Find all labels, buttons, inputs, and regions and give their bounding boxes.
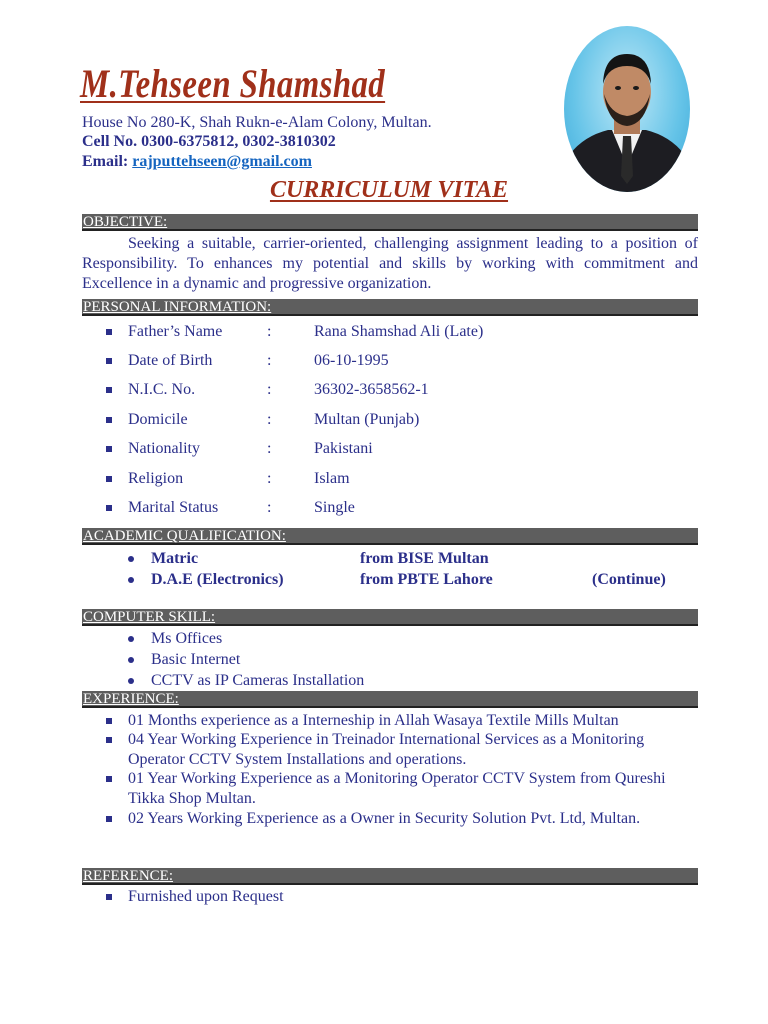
degree: Matric [151, 550, 199, 567]
email-link[interactable]: rajputtehseen@gmail.com [132, 153, 312, 170]
computer-skill-heading [82, 609, 698, 626]
institute: from PBTE Lahore [360, 571, 493, 588]
field-colon: : [267, 470, 272, 487]
reference-heading-text: REFERENCE: [83, 868, 174, 884]
field-label: Domicile [128, 411, 188, 428]
experience-heading-text: EXPERIENCE: [83, 691, 179, 707]
field-value: Islam [314, 470, 350, 487]
profile-photo [564, 26, 690, 192]
candidate-name: M.Tehseen Shamshad [80, 61, 386, 106]
cell-numbers: Cell No. 0300-6375812, 0302-3810302 [82, 133, 336, 150]
square-bullet-icon [106, 737, 112, 743]
square-bullet-icon [106, 816, 112, 822]
field-colon: : [267, 323, 272, 340]
square-bullet-icon [106, 446, 112, 452]
field-value: 36302-3658562-1 [314, 381, 429, 398]
field-value: Rana Shamshad Ali (Late) [314, 323, 484, 340]
square-bullet-icon [106, 718, 112, 724]
round-bullet-icon [128, 657, 134, 663]
academic-heading-text: ACADEMIC QUALIFICATION: [83, 528, 286, 544]
cv-title: CURRICULUM VITAE [269, 177, 509, 203]
field-value: 06-10-1995 [314, 352, 389, 369]
personal-info-heading-text: PERSONAL INFORMATION: [83, 299, 272, 315]
field-colon: : [267, 440, 272, 457]
square-bullet-icon [106, 894, 112, 900]
institute: from BISE Multan [360, 550, 489, 567]
skill-text: CCTV as IP Cameras Installation [151, 672, 365, 689]
status: (Continue) [592, 571, 666, 588]
email-label: Email: [82, 153, 129, 170]
experience-item [106, 730, 646, 770]
address: House No 280-K, Shah Rukn-e-Alam Colony, Multan. [82, 114, 432, 131]
round-bullet-icon [128, 556, 134, 562]
field-value: Multan (Punjab) [314, 411, 420, 428]
square-bullet-icon [106, 387, 112, 393]
round-bullet-icon [128, 678, 134, 684]
reference-text: Furnished upon Request [128, 888, 284, 905]
field-value: Single [314, 499, 355, 516]
square-bullet-icon [106, 776, 112, 782]
experience-heading [82, 691, 698, 708]
field-label: Date of Birth [128, 352, 213, 369]
degree: D.A.E (Electronics) [151, 571, 284, 588]
square-bullet-icon [106, 358, 112, 364]
objective-heading [82, 214, 698, 231]
experience-text: 01 Year Working Experience as a Monitoring Operator CCTV System from Qureshi Tikka Shop Multan. [128, 770, 666, 807]
field-label: Nationality [128, 440, 200, 457]
field-colon: : [267, 499, 272, 516]
personal-info-heading [82, 299, 698, 316]
skill-text: Ms Offices [151, 630, 223, 647]
field-label: Marital Status [128, 499, 219, 516]
field-colon: : [267, 411, 272, 428]
experience-item [106, 769, 696, 809]
experience-text: 01 Months experience as a Interneship in Allah Wasaya Textile Mills Multan [128, 712, 619, 729]
square-bullet-icon [106, 505, 112, 511]
field-colon: : [267, 381, 272, 398]
field-colon: : [267, 352, 272, 369]
field-label: Father’s Name [128, 323, 223, 340]
square-bullet-icon [106, 417, 112, 423]
objective-text: Seeking a suitable, carrier-oriented, challenging assignment leading to a position of Responsibility. To enhances my potential and skills by working with commitment and Excellence in a dynamic and progressive organization. [82, 235, 698, 292]
field-label: N.I.C. No. [128, 381, 196, 398]
objective-heading-text: OBJECTIVE: [83, 214, 168, 230]
round-bullet-icon [128, 636, 134, 642]
email-line [82, 153, 312, 171]
experience-item [106, 711, 706, 731]
reference-heading [82, 868, 698, 885]
experience-text: 04 Year Working Experience in Treinador International Services as a Monitoring Operator CCTV System Installations and operations. [128, 731, 645, 768]
square-bullet-icon [106, 329, 112, 335]
skill-text: Basic Internet [151, 651, 241, 668]
square-bullet-icon [106, 476, 112, 482]
computer-skill-heading-text: COMPUTER SKILL: [83, 609, 216, 625]
academic-heading [82, 528, 698, 545]
field-label: Religion [128, 470, 184, 487]
experience-item [106, 809, 666, 829]
experience-text: 02 Years Working Experience as a Owner in Security Solution Pvt. Ltd, Multan. [128, 810, 641, 827]
field-value: Pakistani [314, 440, 373, 457]
round-bullet-icon [128, 577, 134, 583]
